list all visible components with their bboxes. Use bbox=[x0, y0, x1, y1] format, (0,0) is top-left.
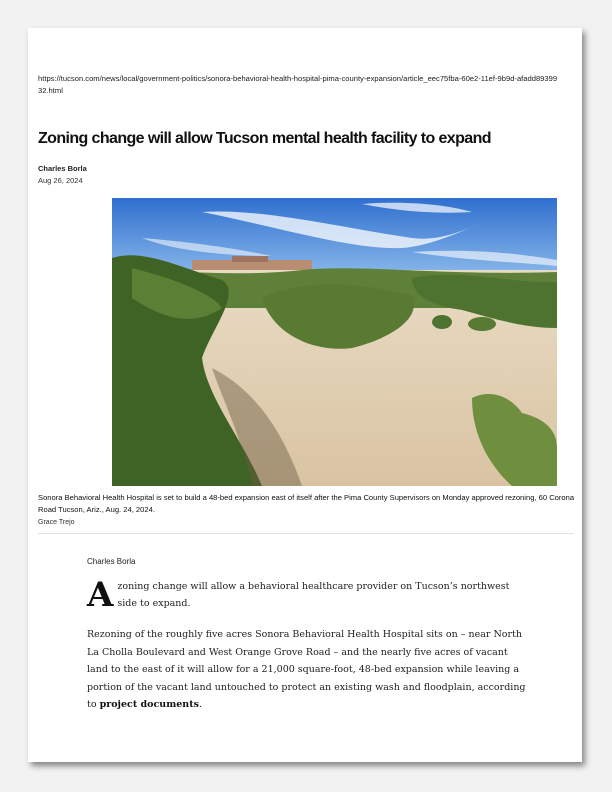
drop-cap: A bbox=[87, 575, 114, 615]
article-headline: Zoning change will allow Tucson mental health facility to expand bbox=[38, 130, 491, 147]
second-paragraph-text: Rezoning of the roughly five acres Sonora Behavioral Health Hospital sits on – near North La Cholla Boulevard and West Orange Grove Road – and the nearly five acres of vacant land to the east of it will allow for a 21,000 square-foot, 48-bed expansion while leaving a portion of the vacant land untouched to protect an existing wash and floodplain, according to bbox=[87, 629, 526, 710]
source-url[interactable]: https://tucson.com/news/local/government-politics/sonora-behavioral-health-hospital-pima-county-expansion/article_eec75fba-60e2-11ef-9b9d-afadd8939932.html bbox=[38, 74, 558, 95]
body-author: Charles Borla bbox=[87, 557, 136, 566]
end-punctuation: . bbox=[198, 699, 202, 710]
shrub bbox=[432, 315, 452, 329]
publish-date: Aug 26, 2024 bbox=[38, 176, 83, 185]
shrub bbox=[468, 317, 496, 331]
document-page bbox=[28, 28, 582, 762]
second-paragraph bbox=[87, 626, 527, 714]
project-documents-link[interactable]: project documents bbox=[99, 699, 199, 710]
article-photo bbox=[112, 198, 557, 486]
photo-caption: Sonora Behavioral Health Hospital is set to build a 48-bed expansion east of itself after the Pima County Supervisors on Monday approved rezoning, 60 Corona Road Tucson, Ariz., Aug. 24, 2024. bbox=[38, 493, 575, 514]
photo-credit: Grace Trejo bbox=[38, 519, 75, 526]
byline-author[interactable]: Charles Borla bbox=[38, 164, 87, 173]
divider bbox=[38, 533, 574, 534]
first-paragraph-text: zoning change will allow a behavioral healthcare provider on Tucson’s northwest side to expand. bbox=[117, 581, 510, 609]
first-paragraph bbox=[87, 575, 527, 615]
building bbox=[232, 256, 268, 262]
